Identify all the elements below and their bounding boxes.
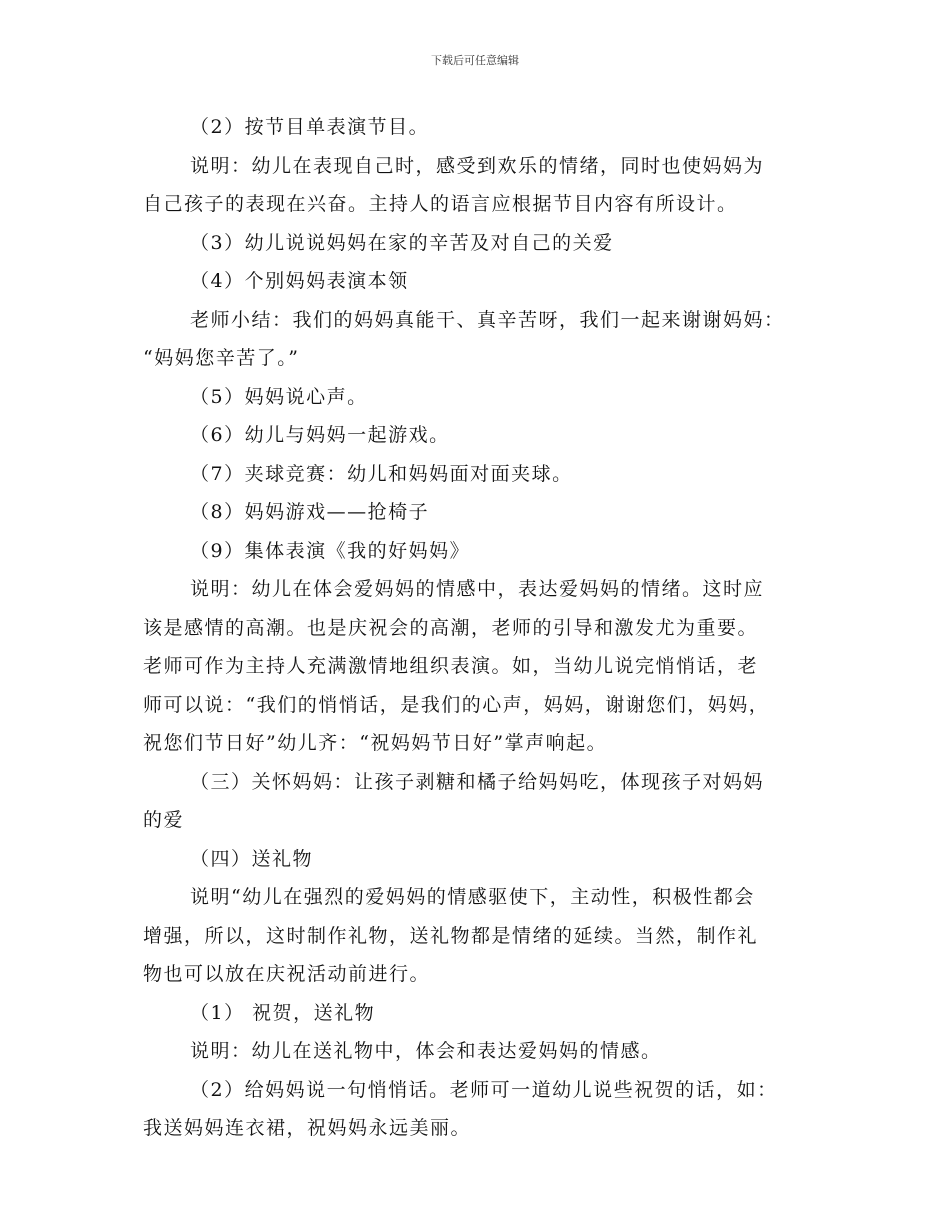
paragraph-line: 老师可作为主持人充满激情地组织表演。如，当幼儿说完悄悄话，老 xyxy=(143,655,759,677)
paragraph-line: （3）幼儿说说妈妈在家的辛苦及对自己的关爱 xyxy=(190,231,614,254)
paragraph-line: （1） 祝贺，送礼物 xyxy=(190,1001,376,1024)
paragraph-line: （5）妈妈说心声。 xyxy=(190,385,368,408)
paragraph-line: 我送妈妈连衣裙，祝妈妈永远美丽。 xyxy=(143,1117,472,1139)
paragraph-line: 师可以说：“我们的悄悄话，是我们的心声，妈妈，谢谢您们，妈妈， xyxy=(143,693,770,716)
paragraph-line: 说明：幼儿在表现自己时，感受到欢乐的情绪，同时也使妈妈为 xyxy=(190,154,765,177)
paragraph-line: （四）送礼物 xyxy=(190,847,314,870)
paragraph-line: 该是感情的高潮。也是庆祝会的高潮，老师的引导和激发尤为重要。 xyxy=(143,616,759,639)
paragraph-line: 说明：幼儿在体会爱妈妈的情感中，表达爱妈妈的情绪。这时应 xyxy=(190,578,765,600)
paragraph-line: （三）关怀妈妈：让孩子剥糖和橘子给妈妈吃，体现孩子对妈妈 xyxy=(190,770,765,793)
paragraph-line: 增强，所以，这时制作礼物，送礼物都是情绪的延续。当然，制作礼 xyxy=(143,924,759,947)
paragraph-line: （7）夹球竞赛：幼儿和妈妈面对面夹球。 xyxy=(190,462,573,485)
paragraph-line: 说明：幼儿在送礼物中，体会和表达爱妈妈的情感。 xyxy=(190,1040,662,1062)
paragraph-line: 祝您们节日好”幼儿齐：“祝妈妈节日好”掌声响起。 xyxy=(143,732,608,754)
paragraph-line: 老师小结：我们的妈妈真能干、真辛苦呀，我们一起来谢谢妈妈： xyxy=(190,308,785,331)
paragraph-line: 的爱 xyxy=(143,809,185,831)
paragraph-line: “妈妈您辛苦了。” xyxy=(143,347,300,369)
paragraph-line: （6）幼儿与妈妈一起游戏。 xyxy=(190,424,450,446)
document-body xyxy=(143,108,808,1148)
paragraph-line: （8）妈妈游戏——抢椅子 xyxy=(190,501,430,523)
paragraph-line: （9）集体表演《我的好妈妈》 xyxy=(190,539,471,562)
page-header: 下载后可任意编辑 xyxy=(431,54,519,67)
paragraph-line: 说明“幼儿在强烈的爱妈妈的情感驱使下，主动性，积极性都会 xyxy=(190,886,755,908)
paragraph-line: 自己孩子的表现在兴奋。主持人的语言应根据节目内容有所设计。 xyxy=(143,193,738,215)
paragraph-line: （2）按节目单表演节目。 xyxy=(190,116,430,138)
paragraph-line: （2）给妈妈说一句悄悄话。老师可一道幼儿说些祝贺的话，如： xyxy=(190,1078,778,1101)
paragraph-line: 物也可以放在庆祝活动前进行。 xyxy=(143,963,431,985)
paragraph-line: （4）个别妈妈表演本领 xyxy=(190,270,409,292)
